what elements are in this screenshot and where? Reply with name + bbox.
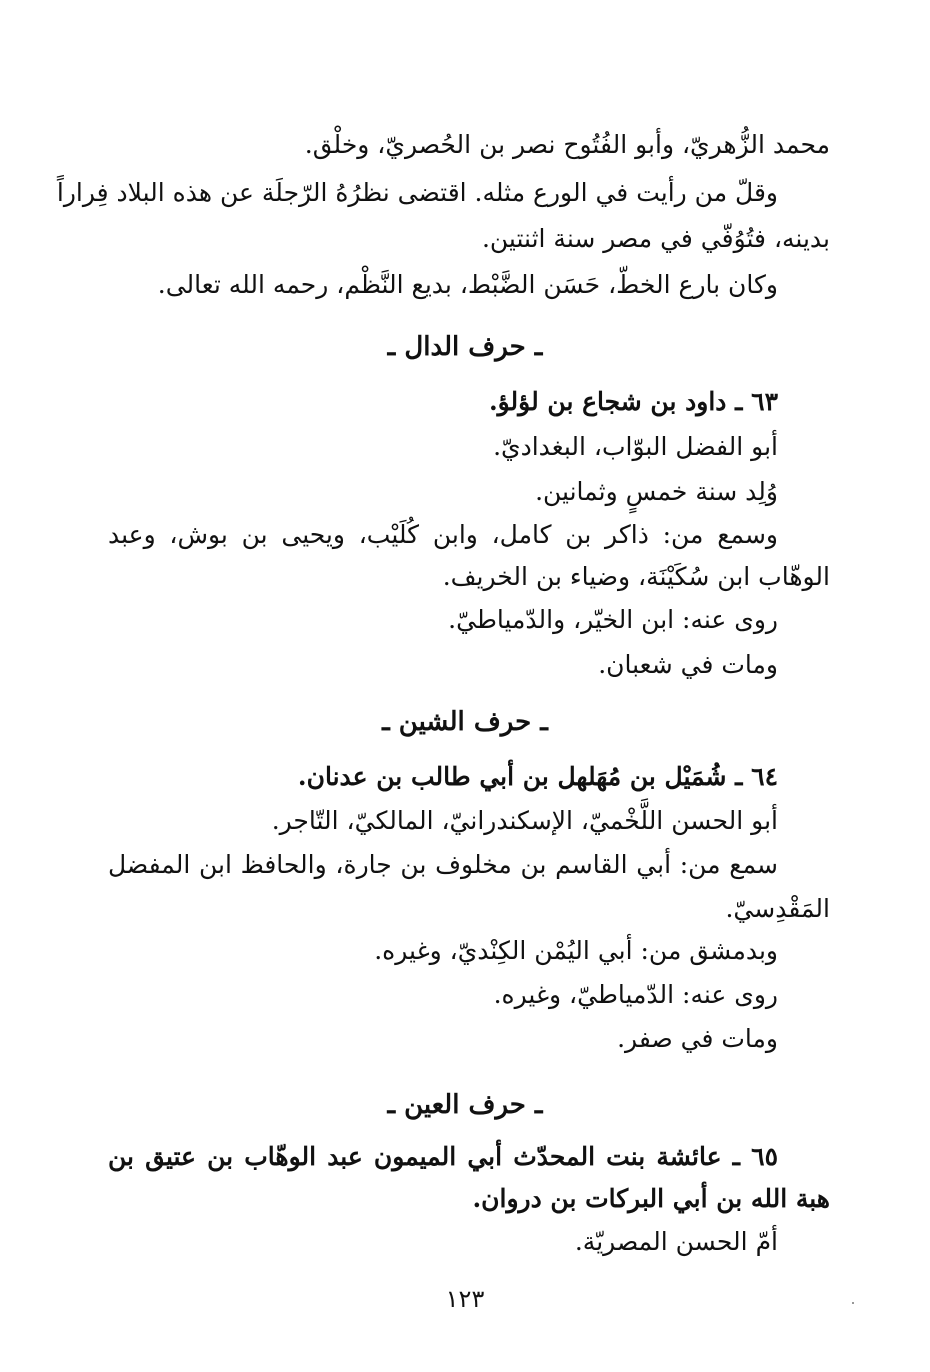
entry-title-63: ٦٣ ـ داود بن شجاع بن لؤلؤ. [488,387,778,416]
text-line: وسمع من: ذاكر بن كامل، وابن كُلَيْب، ويحيى بن بوش، وعبد [108,520,778,549]
section-heading-ayn: ـ حرف العين ـ [387,1090,543,1120]
text-line: روى عنه: الدّمياطيّ، وغيره. [493,980,778,1009]
text-line: أمّ الحسن المصريّة. [574,1227,778,1256]
text-line: ومات في صفر. [617,1024,778,1053]
text-line: وكان بارع الخطّ، حَسَن الضَّبْط، بديع النَّظْم، رحمه الله تعالى. [157,270,778,299]
text-line: وبدمشق من: أبي اليُمْن الكِنْديّ، وغيره. [374,936,778,965]
text-line: بدينه، فتُوُفّي في مصر سنة اثنتين. [481,224,830,253]
text-line: الوهّاب ابن سُكَيْنَة، وضياء بن الخريف. [442,562,830,591]
text-line: وقلّ من رأيت في الورع مثله. اقتضى نظرُهُ الرّجلَة عن هذه البلاد فِراراً [56,178,778,207]
section-heading-dal: ـ حرف الدال ـ [387,332,543,362]
speck-mark [852,1302,854,1304]
entry-title-64: ٦٤ ـ شُمَيْل بن مُهَلهل بن أبي طالب بن عدنان. [297,762,778,791]
text-line: أبو الحسن اللَّخْميّ، الإسكندرانيّ، المالكيّ، التّاجر. [271,806,778,835]
text-line: محمد الزُّهريّ، وأبو الفُتُوح نصر بن الحُصريّ، وخلْق. [304,130,830,159]
text-line: أبو الفضل البوّاب، البغداديّ. [493,432,778,461]
text-line: ومات في شعبان. [598,650,778,679]
section-heading-shin: ـ حرف الشين ـ [382,707,548,737]
text-line: روى عنه: ابن الخيّر، والدّمياطيّ. [448,605,778,634]
text-line: سمع من: أبي القاسم بن مخلوف بن جارة، والحافظ ابن المفضل [108,850,778,879]
text-line: وُلِد سنة خمسٍ وثمانين. [535,477,778,506]
entry-title-65: ٦٥ ـ عائشة بنت المحدّث أبي الميمون عبد الوهّاب بن عتيق بن [108,1142,778,1171]
text-line: المَقْدِسيّ. [725,894,830,923]
page-number: ١٢٣ [445,1285,485,1313]
entry-title-65-continued: هبة الله بن أبي البركات بن دروان. [472,1184,830,1213]
